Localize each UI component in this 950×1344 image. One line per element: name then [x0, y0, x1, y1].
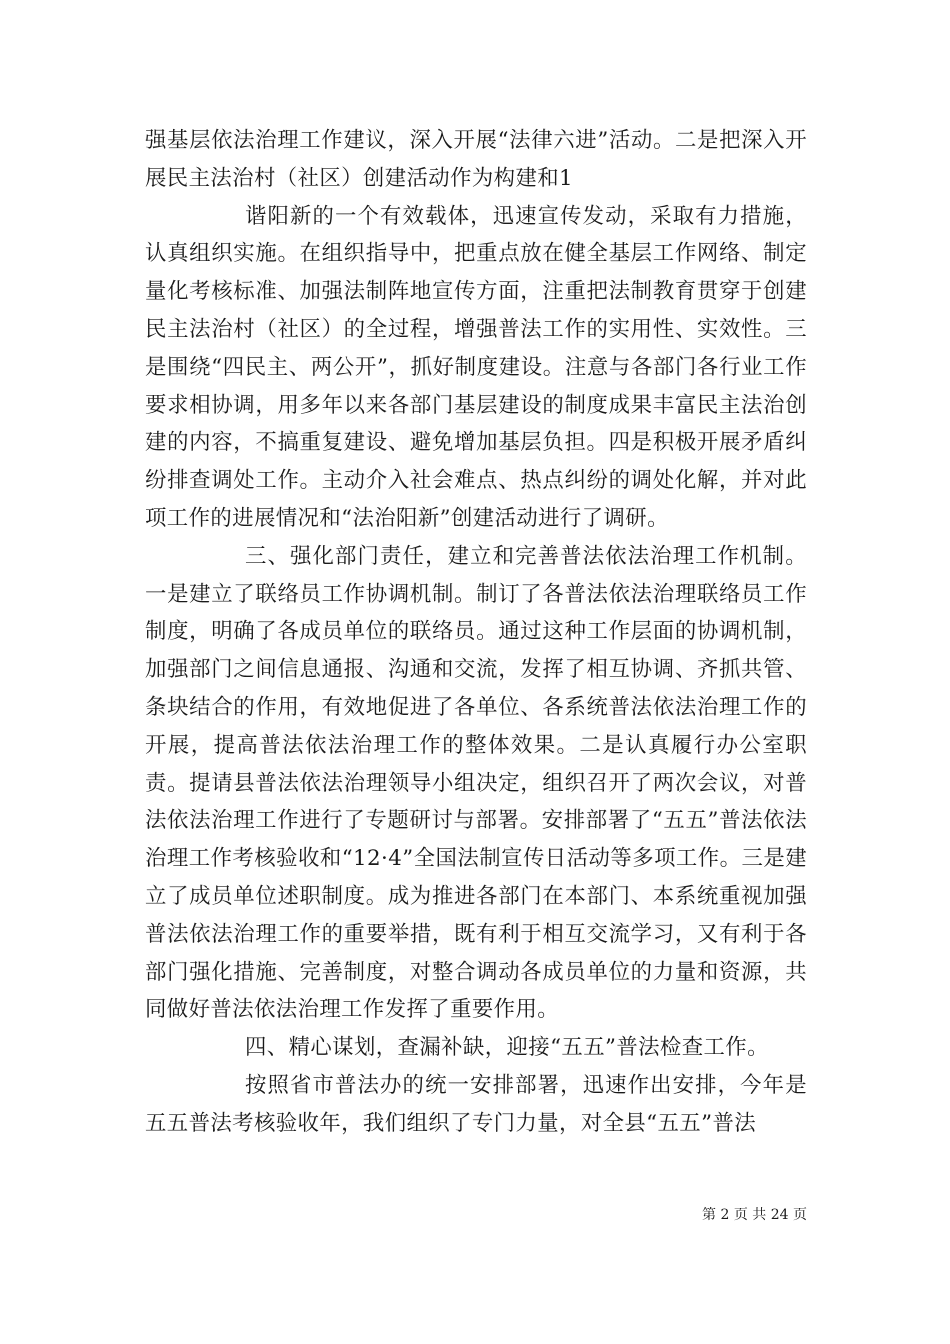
paragraph-harmonious-yangxin: 谐阳新的一个有效载体，迅速宣传发动，采取有力措施，认真组织实施。在组织指导中，把重点放在健全基层工作网络、制定量化考核标准、加强法制阵地宣传方面，注重把法制教育贯穿于创建民主法治村（社区）的全过程，增强普法工作的实用性、实效性。三是围绕“四民主、两公开”，抓好制度建设。注意与各部门各行业工作要求相协调，用多年以来各部门基层建设的制度成果丰富民主法治创建的内容，不搞重复建设、避免增加基层负担。四是积极开展矛盾纠纷排查调处工作。主动介入社会难点、热点纠纷的调处化解，并对此项工作的进展情况和“法治阳新”创建活动进行了调研。: [145, 203, 807, 531]
paragraph-section-four-heading: 四、精心谋划，查漏补缺，迎接“五五”普法检查工作。: [245, 1035, 769, 1061]
paragraph-section-three: 三、强化部门责任，建立和完善普法依法治理工作机制。一是建立了联络员工作协调机制。制订了各普法依法治理联络员工作制度，明确了各成员单位的联络员。通过这种工作层面的协调机制，加强部门之间信息通报、沟通和交流，发挥了相互协调、齐抓共管、条块结合的作用，有效地促进了各单位、各系统普法依法治理工作的开展，提高普法依法治理工作的整体效果。二是认真履行办公室职责。提请县普法依法治理领导小组决定，组织召开了两次会议，对普法依法治理工作进行了专题研讨与部署。安排部署了“五五”普法依法治理工作考核验收和“12·4”全国法制宣传日活动等多项工作。三是建立了成员单位述职制度。成为推进各部门在本部门、本系统重视加强普法依法治理工作的重要举措，既有利于相互交流学习，又有利于各部门强化措施、完善制度，对整合调动各成员单位的力量和资源，共同做好普法依法治理工作发挥了重要作用。: [145, 543, 807, 1023]
paragraph-section-four-body: 按照省市普法办的统一安排部署，迅速作出安排，今年是五五普法考核验收年，我们组织了专门力量，对全县“五五”普法: [145, 1072, 807, 1136]
document-body: [145, 122, 807, 1143]
paragraph-continuation: 强基层依法治理工作建议，深入开展“法律六进”活动。二是把深入开展民主法治村（社区）创建活动作为构建和1: [145, 128, 807, 191]
page-number-footer: 第 2 页 共 24 页: [702, 1207, 807, 1223]
